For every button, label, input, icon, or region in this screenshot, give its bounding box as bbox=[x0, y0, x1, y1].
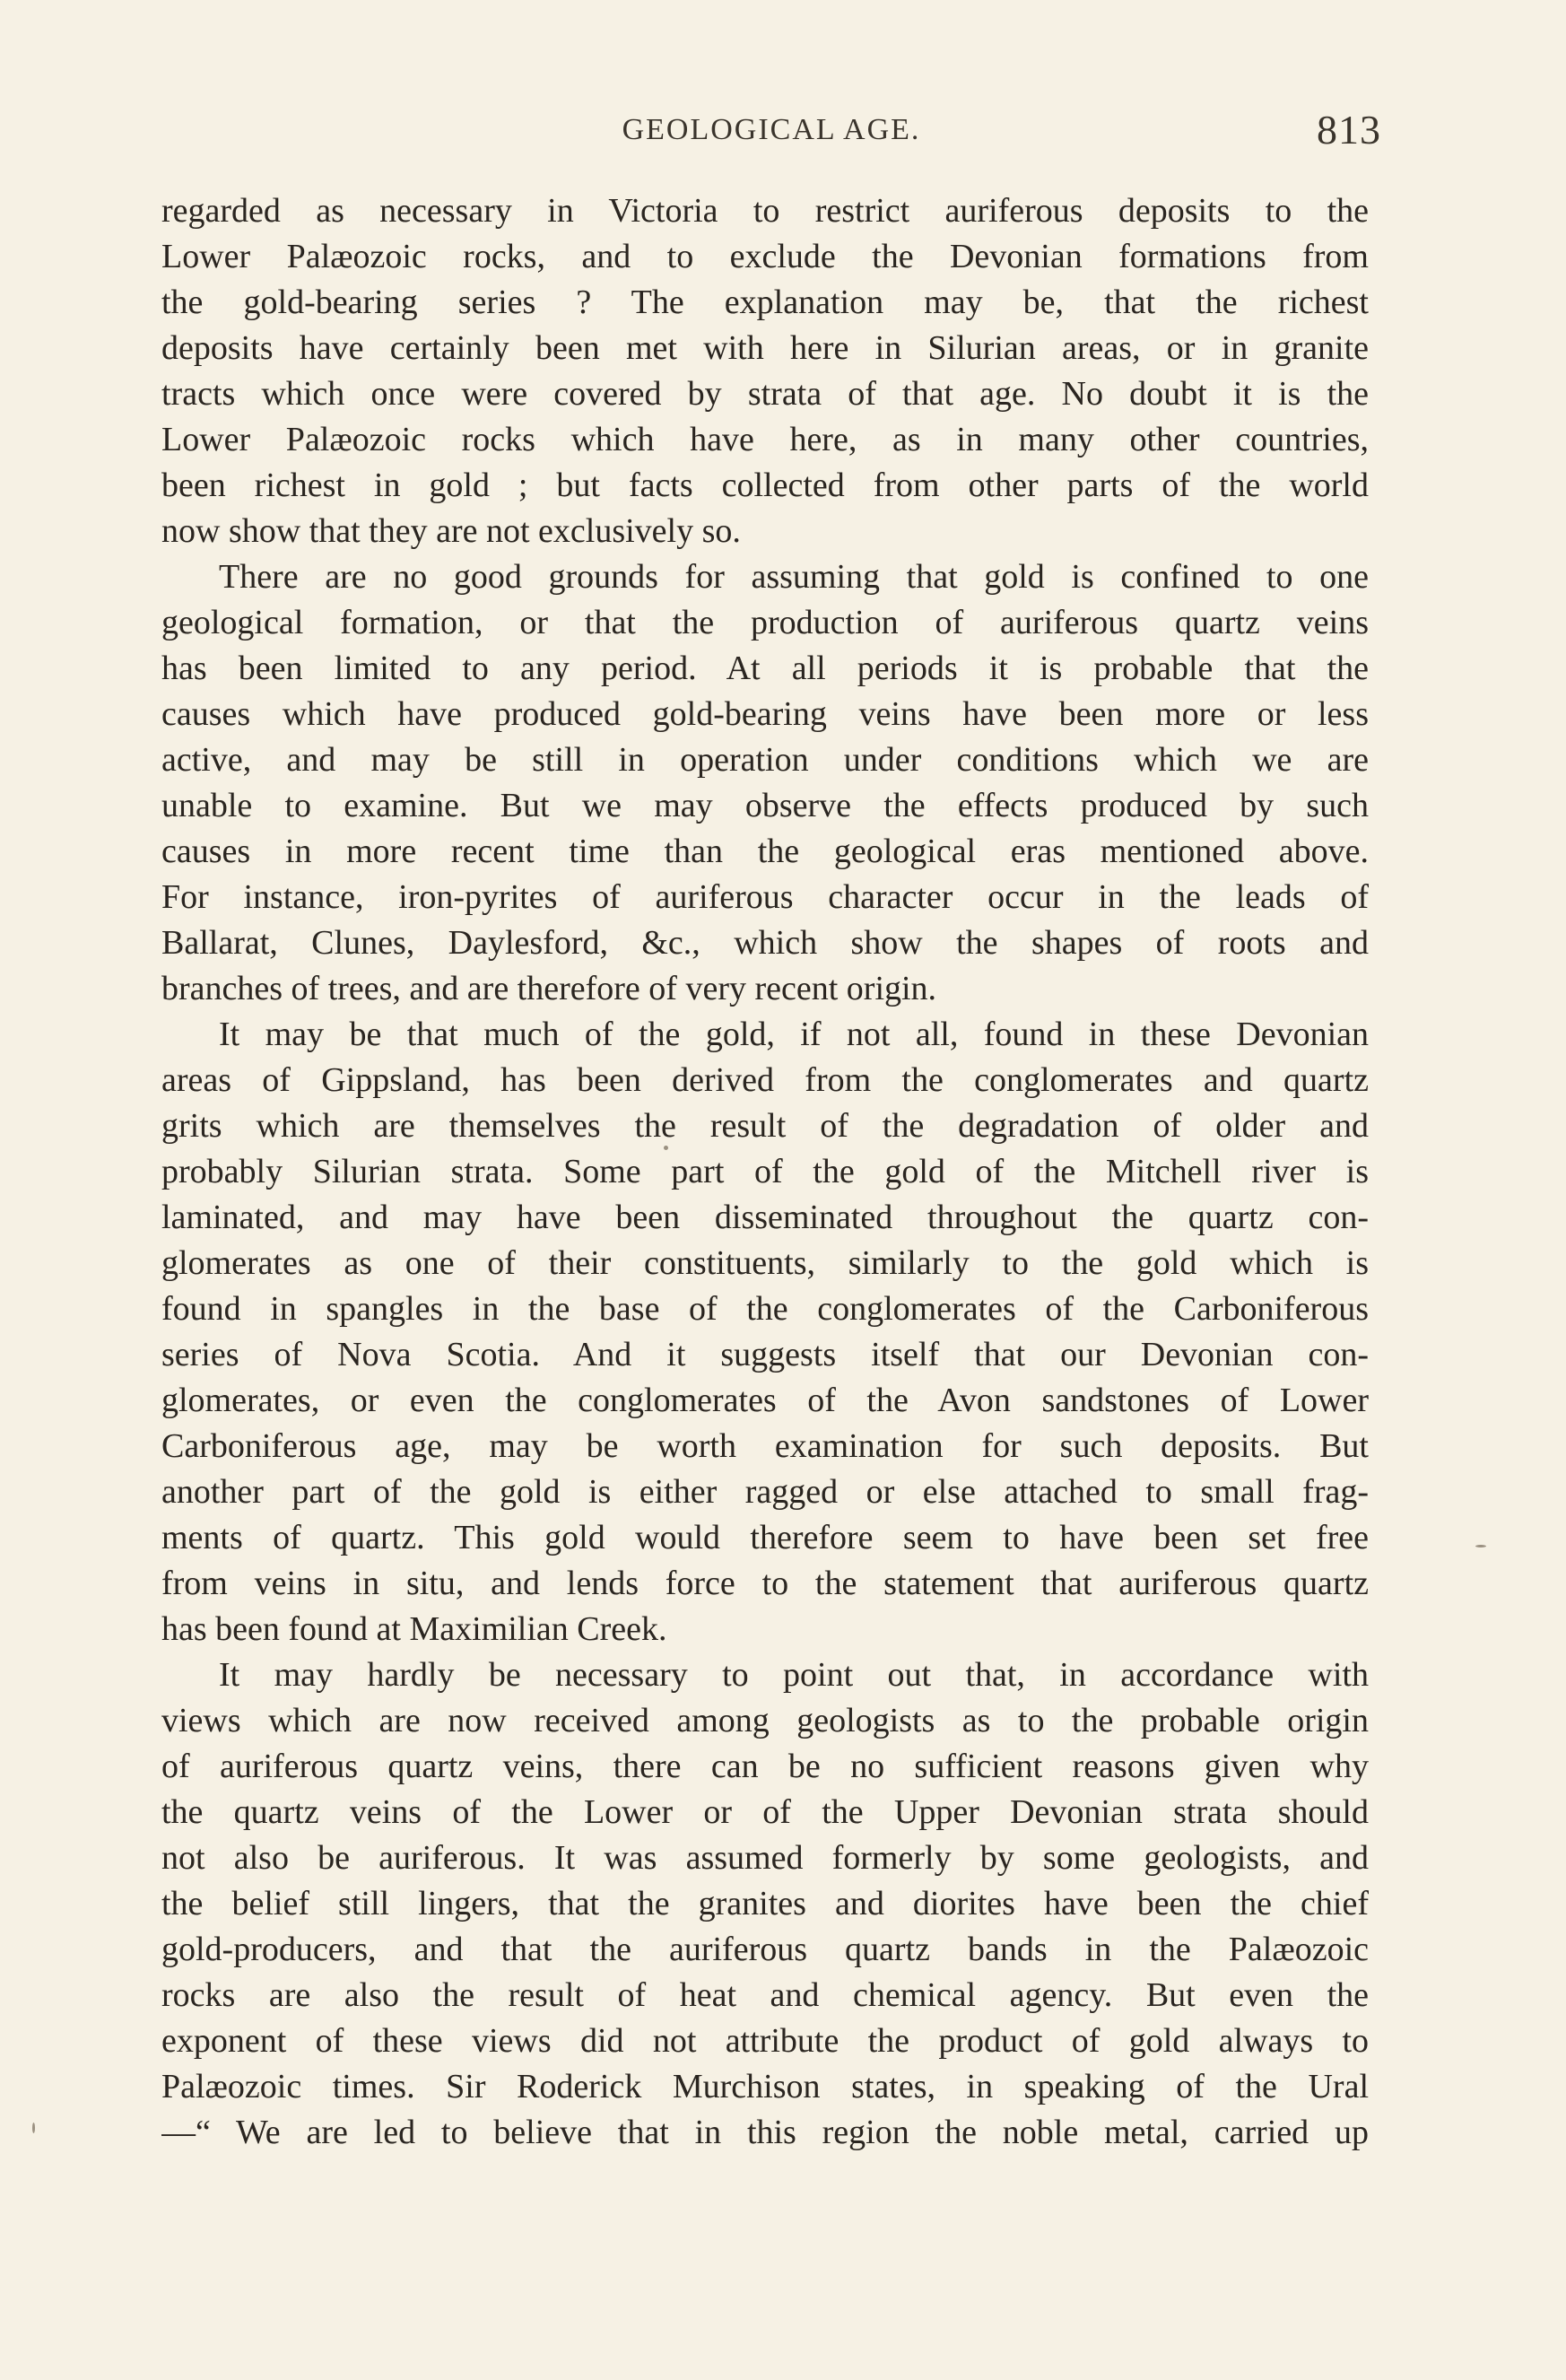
text-line: geological formation, or that the production of auriferous quartz veins bbox=[161, 604, 1369, 641]
text-line: probably Silurian strata. Some part of the gold of the Mitchell river is bbox=[161, 1153, 1369, 1190]
running-head bbox=[161, 106, 1381, 160]
text-line: causes which have produced gold-bearing veins have been more or less bbox=[161, 695, 1369, 733]
text-line: exponent of these views did not attribute the product of gold always to bbox=[161, 2022, 1369, 2060]
text-line: series of Nova Scotia. And it suggests itself that our Devonian con- bbox=[161, 1336, 1369, 1373]
print-speck bbox=[32, 2123, 35, 2133]
text-line: causes in more recent time than the geological eras mentioned above. bbox=[161, 833, 1369, 870]
paragraph-2 bbox=[161, 554, 1369, 1012]
text-line: Lower Palæozoic rocks which have here, as in many other countries, bbox=[161, 421, 1369, 458]
text-line: views which are now received among geologists as to the probable origin bbox=[161, 1702, 1369, 1739]
page-number: 813 bbox=[1317, 107, 1381, 153]
text-line: of auriferous quartz veins, there can be no sufficient reasons given why bbox=[161, 1748, 1369, 1785]
text-line: has been found at Maximilian Creek. bbox=[161, 1610, 667, 1648]
text-line: been richest in gold ; but facts collected from other parts of the world bbox=[161, 466, 1369, 504]
text-line: regarded as necessary in Victoria to restrict auriferous deposits to the bbox=[161, 192, 1369, 230]
text-line: glomerates as one of their constituents, similarly to the gold which is bbox=[161, 1244, 1369, 1282]
text-line: now show that they are not exclusively so. bbox=[161, 512, 741, 550]
text-line: the belief still lingers, that the granites and diorites have been the chief bbox=[161, 1885, 1369, 1922]
text-line: There are no good grounds for assuming that gold is confined to one bbox=[219, 558, 1369, 596]
text-line: active, and may be still in operation under conditions which we are bbox=[161, 741, 1369, 779]
paragraph-4 bbox=[161, 1652, 1369, 2156]
text-line: found in spangles in the base of the conglomerates of the Carboniferous bbox=[161, 1290, 1369, 1328]
text-line: It may hardly be necessary to point out that, in accordance with bbox=[219, 1656, 1369, 1694]
text-line: laminated, and may have been disseminated throughout the quartz con- bbox=[161, 1199, 1369, 1236]
print-speck bbox=[664, 1146, 668, 1150]
text-line: grits which are themselves the result of the degradation of older and bbox=[161, 1107, 1369, 1145]
text-line: not also be auriferous. It was assumed formerly by some geologists, and bbox=[161, 1839, 1369, 1877]
text-line: ments of quartz. This gold would therefore seem to have been set free bbox=[161, 1519, 1369, 1556]
text-line: Lower Palæozoic rocks, and to exclude the Devonian formations from bbox=[161, 238, 1369, 275]
text-line: glomerates, or even the conglomerates of the Avon sandstones of Lower bbox=[161, 1382, 1369, 1419]
body-text bbox=[161, 188, 1369, 2156]
text-line: rocks are also the result of heat and chemical agency. But even the bbox=[161, 1976, 1369, 2014]
text-line: the gold-bearing series ? The explanation may be, that the richest bbox=[161, 283, 1369, 321]
running-title: GEOLOGICAL AGE. bbox=[622, 113, 921, 146]
text-line: areas of Gippsland, has been derived from the conglomerates and quartz bbox=[161, 1061, 1369, 1099]
text-line: another part of the gold is either ragged or else attached to small frag- bbox=[161, 1473, 1369, 1511]
print-speck bbox=[1475, 1545, 1486, 1547]
text-line: tracts which once were covered by strata of that age. No doubt it is the bbox=[161, 375, 1369, 413]
text-line: has been limited to any period. At all periods it is probable that the bbox=[161, 649, 1369, 687]
text-line: Carboniferous age, may be worth examination for such deposits. But bbox=[161, 1427, 1369, 1465]
text-line: Palæozoic times. Sir Roderick Murchison states, in speaking of the Ural bbox=[161, 2068, 1369, 2105]
text-line: —“ We are led to believe that in this region the noble metal, carried up bbox=[161, 2114, 1369, 2151]
text-line: from veins in situ, and lends force to the statement that auriferous quartz bbox=[161, 1565, 1369, 1602]
text-line: unable to examine. But we may observe the effects produced by such bbox=[161, 787, 1369, 824]
text-line: the quartz veins of the Lower or of the Upper Devonian strata should bbox=[161, 1793, 1369, 1831]
text-line: For instance, iron-pyrites of auriferous character occur in the leads of bbox=[161, 878, 1369, 916]
text-line: branches of trees, and are therefore of very recent origin. bbox=[161, 970, 937, 1007]
text-line: deposits have certainly been met with here in Silurian areas, or in granite bbox=[161, 329, 1369, 367]
text-line: gold-producers, and that the auriferous quartz bands in the Palæozoic bbox=[161, 1931, 1369, 1968]
paragraph-1 bbox=[161, 188, 1369, 554]
text-line: It may be that much of the gold, if not all, found in these Devonian bbox=[219, 1016, 1369, 1053]
text-line: Ballarat, Clunes, Daylesford, &c., which show the shapes of roots and bbox=[161, 924, 1369, 962]
paragraph-3 bbox=[161, 1012, 1369, 1652]
